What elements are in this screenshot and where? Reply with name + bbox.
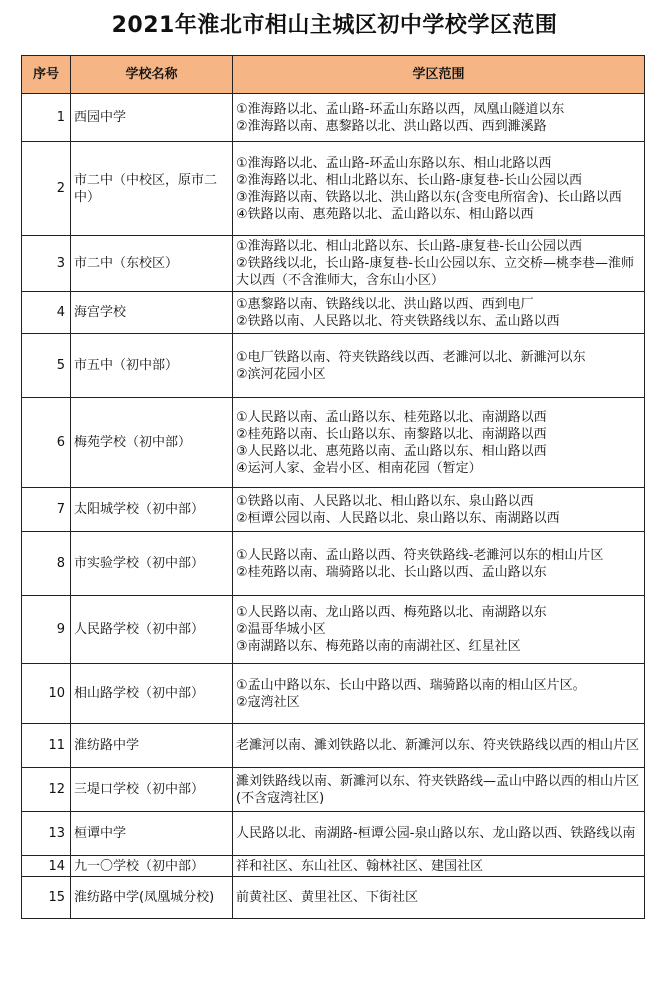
- row-index: 12: [22, 768, 71, 812]
- district-line: ②铁路线以北，长山路-康复巷-长山公园以东、立交桥—桃李巷—淮师大以西（不含淮师大，含东山小区）: [236, 256, 635, 288]
- table-row: [22, 664, 645, 724]
- district-line: ④铁路以南、惠苑路以北、孟山路以东、相山路以西: [236, 206, 534, 222]
- school-name: 市二中（东校区）: [71, 236, 233, 292]
- row-index: 1: [22, 94, 71, 142]
- table-row: [22, 856, 645, 877]
- table-row: [22, 292, 645, 334]
- table-row: [22, 532, 645, 596]
- table-header-row: [22, 56, 645, 94]
- school-name: 人民路学校（初中部）: [71, 596, 233, 664]
- table-row: [22, 596, 645, 664]
- row-index: 8: [22, 532, 71, 596]
- row-index: 14: [22, 856, 71, 877]
- school-name: 桓谭中学: [71, 812, 233, 856]
- page-title: 2021年淮北市相山主城区初中学校学区范围: [111, 13, 558, 38]
- row-index: 5: [22, 334, 71, 398]
- table-row: [22, 488, 645, 532]
- row-index: 7: [22, 488, 71, 532]
- district-scope: [233, 664, 645, 724]
- district-line: ③南湖路以东、梅苑路以南的南湖社区、红星社区: [236, 639, 521, 654]
- row-index: 6: [22, 398, 71, 488]
- district-scope: [233, 532, 645, 596]
- district-line: ②寇湾社区: [236, 694, 300, 710]
- school-name: 淮纺路中学: [71, 724, 233, 768]
- district-line: ①孟山中路以东、长山中路以西、瑞骑路以南的相山区片区。: [236, 677, 586, 693]
- district-line: ④运河人家、金岩小区、相南花园（暂定）: [236, 460, 482, 476]
- district-scope: [233, 236, 645, 292]
- district-scope: [233, 334, 645, 398]
- district-scope: [233, 94, 645, 142]
- school-district-table: [21, 55, 645, 919]
- school-name: 淮纺路中学(凤凰城分校): [71, 877, 233, 919]
- header-district: 学区范围: [233, 56, 645, 94]
- school-name: 九一〇学校（初中部）: [71, 856, 233, 877]
- district-line: ③淮海路以南、铁路以北、洪山路以东(含变电所宿舍)、长山路以西: [236, 189, 622, 205]
- district-scope: [233, 768, 645, 812]
- school-name: 市五中（初中部）: [71, 334, 233, 398]
- district-line: ②桂苑路以南、瑞骑路以北、长山路以西、孟山路以东: [236, 564, 547, 580]
- district-line: 老濉河以南、濉刘铁路以北、新濉河以东、符夹铁路线以西的相山片区: [236, 738, 640, 753]
- district-scope: [233, 724, 645, 768]
- table-row: [22, 724, 645, 768]
- school-name: 西园中学: [71, 94, 233, 142]
- district-line: ②淮海路以南、惠黎路以北、洪山路以西、西到濉溪路: [236, 118, 547, 134]
- school-name: 三堤口学校（初中部）: [71, 768, 233, 812]
- district-line: 前黄社区、黄里社区、下街社区: [236, 890, 419, 905]
- row-index: 4: [22, 292, 71, 334]
- district-line: 祥和社区、东山社区、翰林社区、建国社区: [236, 858, 484, 874]
- table-row: [22, 334, 645, 398]
- district-line: ①淮海路以北、孟山路-环孟山东路以西，凤凰山隧道以东: [236, 101, 565, 117]
- district-line: ①淮海路以北、孟山路-环孟山东路以东、相山北路以西: [236, 155, 552, 171]
- table-row: [22, 768, 645, 812]
- district-line: ①惠黎路以南、铁路线以北、洪山路以西、西到电厂: [236, 296, 534, 312]
- row-index: 3: [22, 236, 71, 292]
- district-scope: [233, 856, 645, 877]
- row-index: 9: [22, 596, 71, 664]
- row-index: 2: [22, 142, 71, 236]
- district-line: ①人民路以南、龙山路以西、梅苑路以北、南湖路以东: [236, 605, 547, 620]
- school-name: 海宫学校: [71, 292, 233, 334]
- district-scope: [233, 812, 645, 856]
- district-line: ③人民路以北、惠苑路以南、孟山路以东、相山路以西: [236, 443, 547, 459]
- district-line: ①人民路以南、孟山路以东、桂苑路以北、南湖路以西: [236, 409, 547, 425]
- district-line: ②铁路以南、人民路以北、符夹铁路线以东、孟山路以西: [236, 313, 560, 329]
- school-name: 市实验学校（初中部）: [71, 532, 233, 596]
- header-index: 序号: [22, 56, 71, 94]
- district-line: ②滨河花园小区: [236, 366, 326, 382]
- district-line: ①铁路以南、人民路以北、相山路以东、泉山路以西: [236, 493, 534, 509]
- district-line: ①人民路以南、孟山路以西、符夹铁路线-老濉河以东的相山片区: [236, 547, 604, 563]
- district-line: ②桂苑路以南、长山路以东、南黎路以北、南湖路以西: [236, 426, 547, 442]
- district-scope: [233, 596, 645, 664]
- table-row: [22, 877, 645, 919]
- district-scope: [233, 877, 645, 919]
- table-row: [22, 398, 645, 488]
- district-line: ①电厂铁路以南、符夹铁路线以西、老濉河以北、新濉河以东: [236, 349, 586, 365]
- table-row: [22, 94, 645, 142]
- table-row: [22, 142, 645, 236]
- school-name: 太阳城学校（初中部）: [71, 488, 233, 532]
- row-index: 15: [22, 877, 71, 919]
- school-name: 梅苑学校（初中部）: [71, 398, 233, 488]
- district-line: 濉刘铁路线以南、新濉河以东、符夹铁路线—孟山中路以西的相山片区(不含寇湾社区): [236, 773, 640, 806]
- school-name: 市二中（中校区，原市二中）: [71, 142, 233, 236]
- district-line: ②温哥华城小区: [236, 622, 326, 637]
- district-line: ①淮海路以北、相山北路以东、长山路-康复巷-长山公园以西: [236, 239, 583, 254]
- header-school: 学校名称: [71, 56, 233, 94]
- district-line: ②淮海路以北、相山北路以东、长山路-康复巷-长山公园以西: [236, 172, 583, 188]
- district-scope: [233, 398, 645, 488]
- table-row: [22, 236, 645, 292]
- table-row: [22, 812, 645, 856]
- row-index: 11: [22, 724, 71, 768]
- row-index: 10: [22, 664, 71, 724]
- row-index: 13: [22, 812, 71, 856]
- school-name: 相山路学校（初中部）: [71, 664, 233, 724]
- district-line: 人民路以北、南湖路-桓谭公园-泉山路以东、龙山路以西、铁路线以南: [236, 826, 636, 841]
- district-scope: [233, 142, 645, 236]
- district-scope: [233, 292, 645, 334]
- district-line: ②桓谭公园以南、人民路以北、泉山路以东、南湖路以西: [236, 510, 560, 526]
- district-scope: [233, 488, 645, 532]
